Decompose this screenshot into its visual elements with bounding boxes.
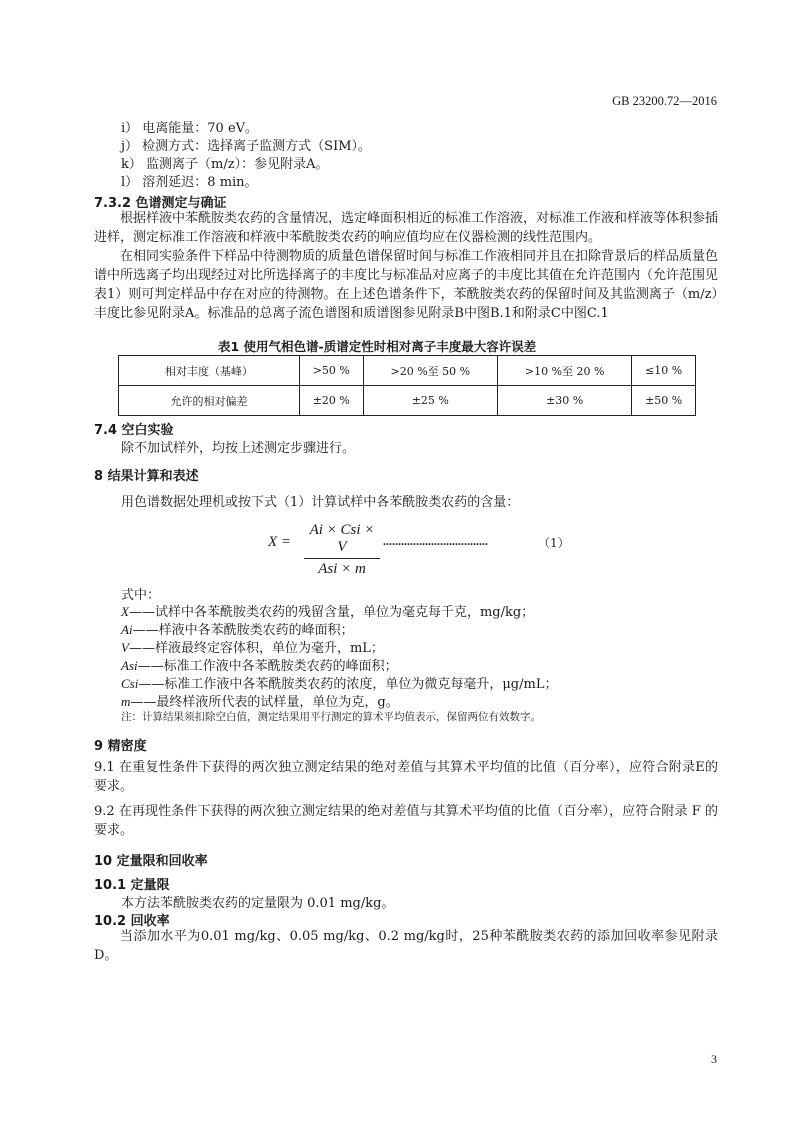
- table-cell: ±30 %: [497, 386, 631, 416]
- standard-number-header: GB 23200.72—2016: [612, 94, 717, 108]
- section-7-4-heading: 7.4 空白实验: [94, 423, 174, 438]
- definition-csi: Csi——标准工作液中各苯酰胺类农药的浓度，单位为微克每毫升，μg/mL；: [121, 676, 558, 692]
- definition-ai: Ai——样液中各苯酰胺类农药的峰面积；: [121, 622, 354, 638]
- item-i: i） 电离能量：70 eV。: [121, 121, 259, 136]
- section-9-1: 9.1 在重复性条件下获得的两次独立测定结果的绝对差值与其算术平均值的比值（百分率），应符合附录E的要求。: [94, 760, 718, 794]
- item-l: l） 溶剂延迟：8 min。: [121, 175, 258, 190]
- formula-numerator: Ai × Csi × V: [304, 522, 380, 559]
- table-cell: >10 %至 20 %: [497, 356, 631, 386]
- table-cell: ≤10 %: [632, 356, 696, 386]
- section-10-1-heading: 10.1 定量限: [94, 878, 170, 893]
- page-number: 3: [711, 1052, 717, 1066]
- section-9-heading: 9 精密度: [94, 739, 147, 754]
- item-k: k） 监测离子（m/z）：参见附录A。: [121, 157, 329, 172]
- section-8-intro: 用色谱数据处理机或按下式（1）计算试样中各苯酰胺类农药的含量：: [121, 495, 520, 510]
- formula-lhs: X =: [268, 534, 292, 550]
- formula-denominator: Asi × m: [318, 561, 366, 577]
- section-7-3-2-heading: 7.3.2 色谱测定与确证: [94, 196, 227, 211]
- section-10-2-text: 当添加水平为0.01 mg/kg、0.05 mg/kg、0.2 mg/kg时，25种苯酰胺类农药的添加回收率参见附录D。: [94, 929, 718, 963]
- table-cell: >50 %: [300, 356, 364, 386]
- definition-asi: Asi——标准工作液中各苯酰胺类农药的峰面积；: [121, 658, 398, 674]
- formula-number: （1）: [538, 536, 570, 550]
- table-cell: ±50 %: [632, 386, 696, 416]
- table-cell: 允许的相对偏差: [119, 386, 300, 416]
- definition-m: m——最终样液所代表的试样量，单位为克，g。: [121, 694, 399, 710]
- section-7-4-text: 除不加试样外，均按上述测定步骤进行。: [121, 441, 356, 456]
- where-label: 式中：: [121, 588, 161, 603]
- table-row: [119, 386, 696, 416]
- formula-fraction: [304, 522, 380, 578]
- formula-dots: ...................................: [383, 534, 488, 548]
- table-cell: 相对丰度（基峰）: [119, 356, 300, 386]
- table-1-caption: 表1 使用气相色谱-质谱定性时相对离子丰度最大容许误差: [218, 339, 537, 354]
- table-row: [119, 356, 696, 386]
- table-cell: >20 %至 50 %: [363, 356, 497, 386]
- table-1: [118, 355, 696, 416]
- section-9-2: 9.2 在再现性条件下获得的两次独立测定结果的绝对差值与其算术平均值的比值（百分率），应符合附录 F 的要求。: [94, 804, 718, 838]
- section-10-1-text: 本方法苯酰胺类农药的定量限为 0.01 mg/kg。: [121, 896, 395, 911]
- table-cell: ±25 %: [363, 386, 497, 416]
- section-10-2-heading: 10.2 回收率: [94, 914, 170, 929]
- section-7-3-2-paragraph-2: 在相同实验条件下样品中待测物质的质量色谱保留时间与标准工作液相同并且在扣除背景后的样品质量色谱中所选离子均出现经过对比所选择离子的丰度比与标准品对应离子的丰度比其值在允许范围内（允许范围见表1）则可判定样品中存在对应的待测物。在上述色谱条件下，苯酰胺类农药的保留时间及其监测离子（m/z）丰度比参见附录A。标准品的总离子流色谱图和质谱图参见附录B中图B.1和附录C中图C.1: [94, 249, 719, 321]
- table-cell: ±20 %: [300, 386, 364, 416]
- definition-x: X——试样中各苯酰胺类农药的残留含量，单位为毫克每千克，mg/kg；: [121, 604, 535, 620]
- section-10-heading: 10 定量限和回收率: [94, 854, 208, 869]
- calculation-note: 注：计算结果须扣除空白值，测定结果用平行测定的算术平均值表示，保留两位有效数字。: [121, 711, 541, 723]
- item-j: j） 检测方式：选择离子监测方式（SIM）。: [121, 139, 372, 154]
- definition-v: V——样液最终定容体积，单位为毫升，mL；: [121, 640, 384, 656]
- section-8-heading: 8 结果计算和表述: [94, 469, 199, 484]
- section-7-3-2-paragraph-1: 根据样液中苯酰胺类农药的含量情况，选定峰面积相近的标准工作溶液，对标准工作液和样液等体积参插进样，测定标准工作溶液和样液中苯酰胺类农药的响应值均应在仪器检测的线性范围内。: [94, 211, 719, 245]
